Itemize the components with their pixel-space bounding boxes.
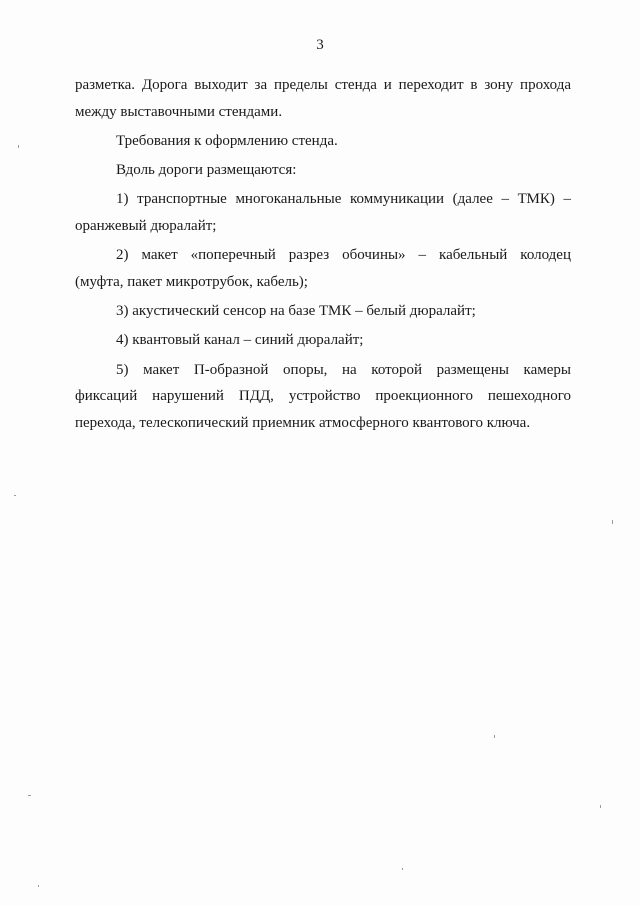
text-line: 4) квантовый канал – синий дюралайт; (116, 332, 364, 349)
scan-speck (600, 805, 601, 808)
scan-speck (18, 145, 19, 148)
scan-speck (494, 735, 495, 738)
text-line: 2) макет «поперечный разрез обочины» – кабельный колодец (116, 247, 571, 264)
text-line: оранжевый дюралайт; (75, 217, 217, 234)
text-line: разметка. Дорога выходит за пределы стенда и переходит в зону прохода (75, 77, 571, 93)
paragraph-requirements (75, 128, 571, 155)
text-line: (муфта, пакет микротрубок, кабель); (75, 273, 308, 290)
list-item-1 (75, 186, 571, 239)
list-item-3 (75, 298, 571, 325)
text-line: Требования к оформлению стенда. (116, 132, 338, 149)
text-line: 1) транспортные многоканальные коммуникации (далее – ТМК) – (116, 191, 571, 208)
scan-speck (402, 868, 403, 870)
list-item-5 (75, 357, 571, 437)
scan-speck (38, 885, 39, 887)
list-item-2 (75, 242, 571, 295)
scan-speck (612, 520, 613, 524)
text-line: между выставочными стендами. (75, 103, 283, 120)
list-item-4 (75, 327, 571, 354)
page-number: 3 (316, 37, 324, 53)
paragraph-road-markup (75, 72, 571, 125)
text-line: 5) макет П-образной опоры, на которой размещены камеры (116, 361, 571, 378)
text-line: фиксаций нарушений ПДД, устройство проекционного пешеходного (75, 388, 571, 405)
document-body (75, 72, 571, 439)
paragraph-along-road (75, 157, 571, 184)
text-line: 3) акустический сенсор на базе ТМК – белый дюралайт; (116, 302, 476, 319)
text-line: Вдоль дороги размещаются: (116, 162, 297, 179)
scan-speck (14, 495, 16, 496)
text-line: перехода, телескопический приемник атмосферного квантового ключа. (75, 414, 531, 431)
scan-speck (28, 795, 31, 796)
